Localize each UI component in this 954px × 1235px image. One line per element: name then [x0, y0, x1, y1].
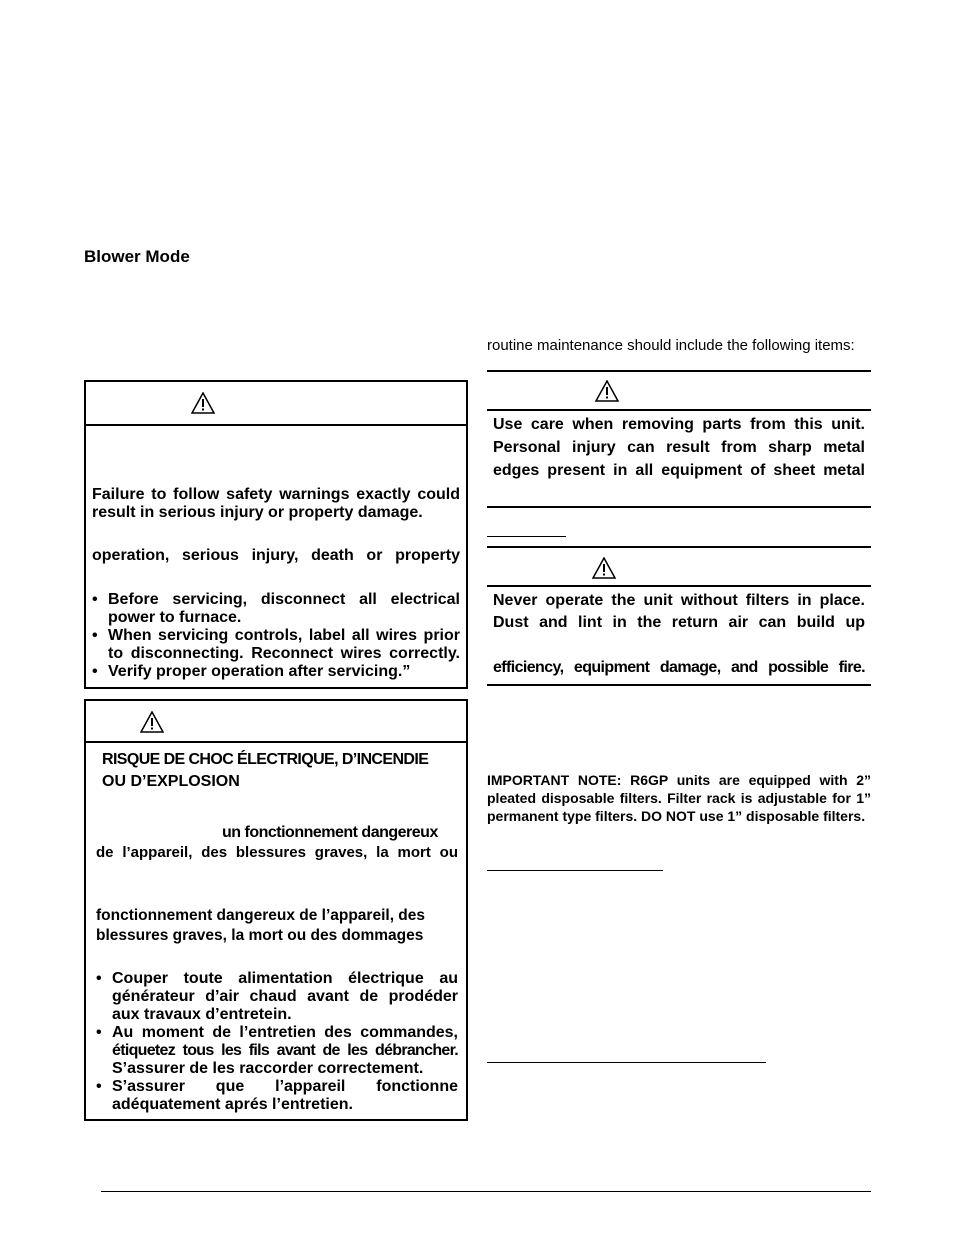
warning-text-line: result in serious injury or property damage.	[92, 504, 423, 521]
warning-text-line: fonctionnement dangereux de l’appareil, des	[96, 907, 426, 924]
caution-rule-bottom	[487, 506, 871, 508]
important-note: IMPORTANT NOTE: R6GP units are equipped with 2” pleated disposable filters. Filter rack is adjustable for 1” permanent type filters. DO NOT use 1” disposable filters.	[487, 772, 871, 824]
maintenance-intro-text: routine maintenance should include the following items:	[487, 337, 855, 354]
warning-header	[86, 382, 466, 426]
warning-bullet-item: • When servicing controls, label all wires prior to disconnecting. Reconnect wires correctly.	[92, 627, 460, 662]
caution-text-line: Never operate the unit without filters in place.	[493, 592, 865, 609]
caution-text-line: Personal injury can result from sharp metal	[493, 439, 865, 456]
caution-text-line: Use care when removing parts from this unit.	[493, 416, 865, 433]
warning-triangle-icon	[595, 380, 619, 402]
warning-bullet-item: • Verify proper operation after servicing.”	[92, 663, 411, 680]
warning-bullet-item: • Before servicing, disconnect all electrical power to furnace.	[92, 591, 460, 626]
warning-bullet-item: • S’assurer que l’appareil fonctionne adéquatement aprés l’entretien.	[96, 1078, 458, 1113]
caution-rule-top	[487, 370, 871, 372]
warning-box-french	[84, 699, 468, 1121]
subheading-underline	[487, 870, 663, 871]
warning-triangle-icon	[592, 557, 616, 579]
warning-bullet-item: • Couper toute alimentation électrique au générateur d’air chaud avant de prodéder aux travaux d’entretein.	[96, 970, 458, 1023]
warning-hazard-title: OU D’EXPLOSION	[102, 773, 240, 790]
warning-text-line: blessures graves, la mort ou des dommages	[96, 927, 424, 944]
caution-rule-top	[487, 546, 871, 548]
subheading-underline	[487, 1062, 766, 1063]
warning-triangle-icon	[140, 711, 164, 733]
caution-rule-header	[487, 585, 871, 587]
section-heading-blower-mode: Blower Mode	[84, 247, 190, 266]
subheading-underline	[487, 536, 566, 537]
caution-text-line: edges present in all equipment of sheet metal	[493, 462, 865, 479]
warning-hazard-title: RISQUE DE CHOC ÉLECTRIQUE, D’INCENDIE	[102, 751, 429, 768]
footer-rule	[101, 1191, 871, 1192]
warning-text-line: un fonctionnement dangereux	[222, 824, 438, 841]
warning-text-line: de l’appareil, des blessures graves, la mort ou	[96, 844, 458, 861]
warning-triangle-icon	[191, 392, 215, 414]
caution-text-line: efficiency, equipment damage, and possible fire.	[493, 659, 865, 676]
caution-rule-header	[487, 409, 871, 411]
warning-box-english	[84, 380, 468, 689]
caution-text-line: Dust and lint in the return air can build up	[493, 614, 865, 631]
warning-text-line: operation, serious injury, death or property	[92, 547, 460, 564]
caution-rule-bottom	[487, 684, 871, 686]
warning-text-line: Failure to follow safety warnings exactly could	[92, 486, 460, 503]
warning-bullet-item: • Au moment de l’entretien des commandes, étiquetez tous les fils avant de les débrancher. S’assurer de les raccorder correctement.	[96, 1024, 458, 1077]
warning-header	[86, 701, 466, 743]
